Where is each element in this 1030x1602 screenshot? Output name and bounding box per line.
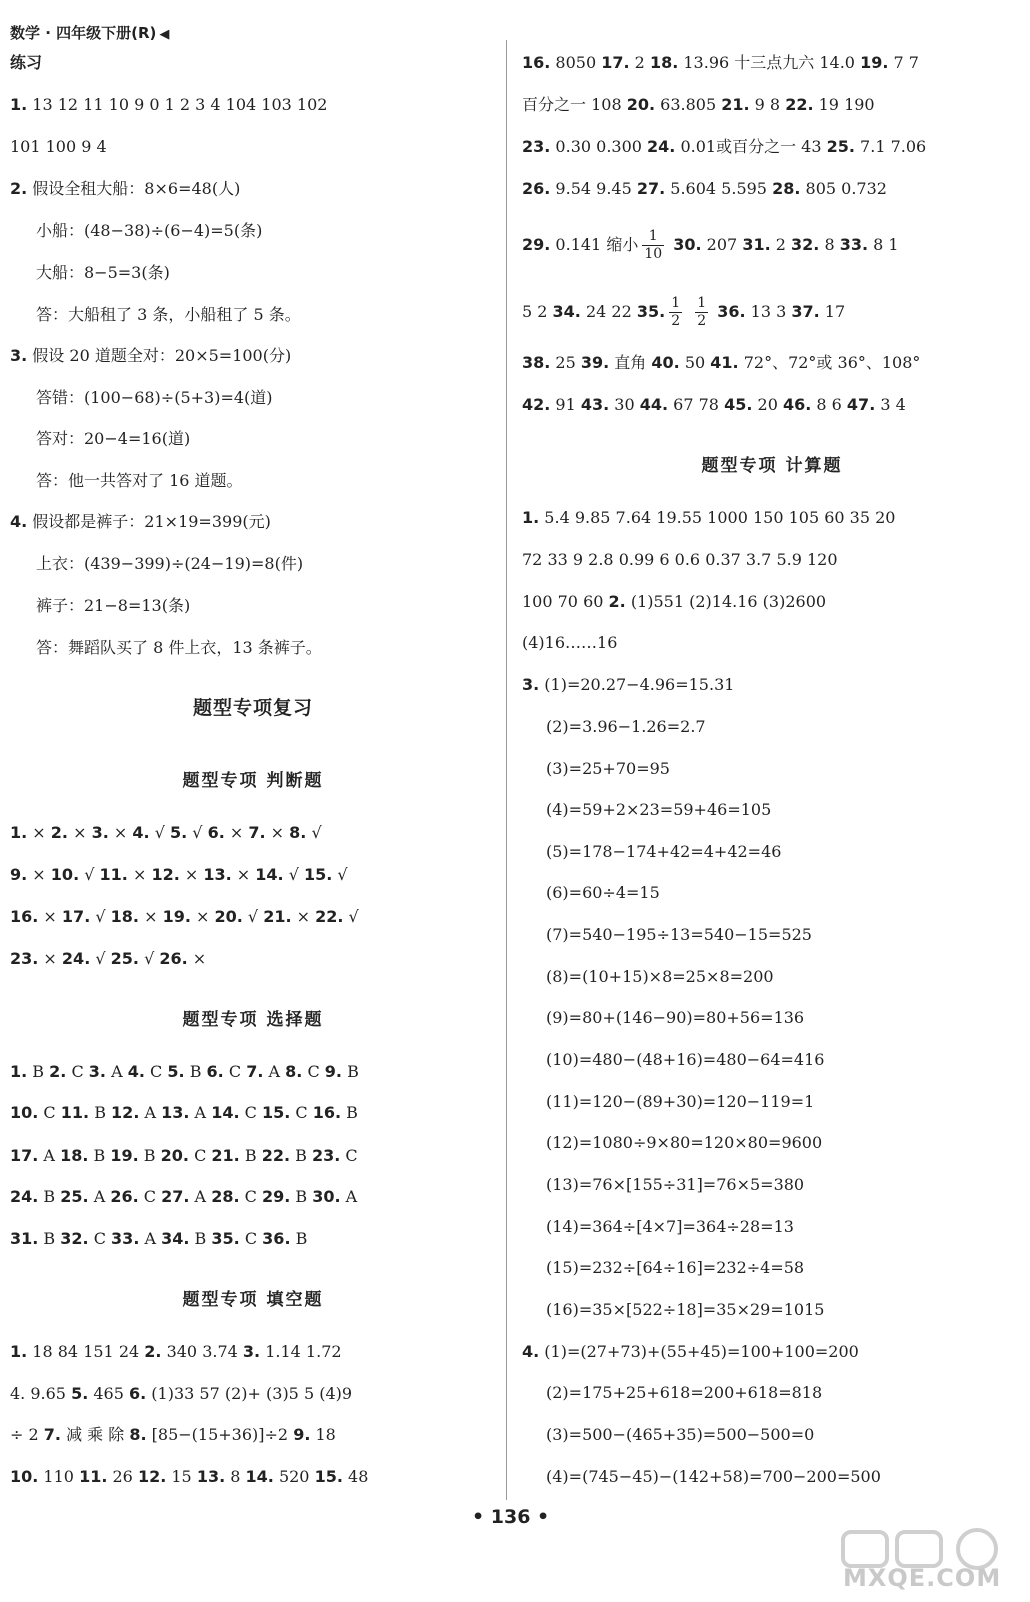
practice-line [10, 94, 327, 116]
fill-answer-line: 5 2 34. 24 22 35. $\frac{1}{2}$ $\frac{1}{2}$ 36. 13 3 37. 17 [522, 295, 846, 329]
choice-heading: 题型专项 选择题 [182, 1010, 324, 1030]
calc-step-line: (15)=232÷[64÷16]=232÷4=58 [546, 1258, 805, 1277]
calc-answer-line: 100 70 60 2. (1)551 (2)14.16 (3)2600 [522, 592, 827, 611]
calc-step-line: (12)=1080÷9×80=120×80=9600 [546, 1133, 823, 1152]
practice-line [36, 595, 190, 617]
calc-step-line: (13)=76×[155÷31]=76×5=380 [546, 1175, 805, 1194]
fill-answer-line: 29. 0.141 缩小 $\frac{1}{10}$ 30. 207 31. 2 32. 8 33. 8 1 [522, 228, 899, 262]
judge-answer-line: 9. × 10. √ 11. × 12. × 13. × 14. √ 15. √ [10, 865, 348, 884]
watermark-text: MXQE.COM [843, 1564, 1002, 1592]
question-number: 3. [10, 346, 28, 365]
fill-answer-line: 23. 0.30 0.300 24. 0.01或百分之一 43 25. 7.1 7.06 [522, 137, 927, 156]
practice-line [36, 304, 301, 326]
answer-text: 101 100 9 4 [10, 137, 107, 156]
practice-line [10, 345, 291, 367]
practice-line [10, 511, 271, 533]
fill-answer-line: 百分之一 108 20. 63.805 21. 9 8 22. 19 190 [522, 95, 875, 114]
answer-text: 上衣：(439−399)÷(24−19)=8(件) [36, 554, 304, 573]
question-number: 4. [10, 512, 28, 531]
practice-line [36, 637, 322, 659]
judge-answer-line: 1. × 2. × 3. × 4. √ 5. √ 6. × 7. × 8. √ [10, 823, 322, 842]
answer-text: 假设都是裤子：21×19=399(元) [27, 512, 271, 531]
answer-text: 假设全租大船：8×6=48(人) [27, 179, 241, 198]
judge-answer-line: 23. × 24. √ 25. √ 26. × [10, 949, 207, 968]
fill-heading: 题型专项 填空题 [182, 1290, 324, 1310]
fill-answer-line: 38. 25 39. 直角 40. 50 41. 72°、72°或 36°、108° [522, 353, 921, 372]
calc-step-line: (9)=80+(146−90)=80+56=136 [546, 1008, 805, 1027]
question-number: 2. [10, 179, 28, 198]
calc-step-line: (8)=(10+15)×8=25×8=200 [546, 967, 774, 986]
fill-answer-line: 42. 91 43. 30 44. 67 78 45. 20 46. 8 6 47. 3 4 [522, 395, 906, 414]
choice-answer-line: 17. A 18. B 19. B 20. C 21. B 22. B 23. C [10, 1146, 358, 1165]
practice-line [36, 428, 190, 450]
question-number: 1. [10, 95, 28, 114]
calc-answer-line: 72 33 9 2.8 0.99 6 0.6 0.37 3.7 5.9 120 [522, 550, 838, 569]
calc-heading: 题型专项 计算题 [701, 456, 843, 476]
fill-answer-line: 26. 9.54 9.45 27. 5.604 5.595 28. 805 0.732 [522, 179, 887, 198]
calc-step-line: (2)=175+25+618=200+618=818 [546, 1383, 823, 1402]
fraction: $\frac{1}{2}$ [671, 295, 681, 329]
practice-line [36, 470, 243, 492]
fill-answer-line: 1. 18 84 151 24 2. 340 3.74 3. 1.14 1.72 [10, 1342, 342, 1361]
fill-answer-line: 10. 110 11. 26 12. 15 13. 8 14. 520 15. 48 [10, 1467, 369, 1486]
practice-line [10, 178, 240, 200]
calc-step-line: (4)=59+2×23=59+46=105 [546, 800, 772, 819]
header-title: 数学 · 四年级下册(R) [10, 24, 157, 42]
calc-step-line: (5)=178−174+42=4+42=46 [546, 842, 782, 861]
calc-answer-line: 1. 5.4 9.85 7.64 19.55 1000 150 105 60 35 20 [522, 508, 896, 527]
calc-step-line: (11)=120−(89+30)=120−119=1 [546, 1092, 815, 1111]
calc-step-line: (14)=364÷[4×7]=364÷28=13 [546, 1217, 794, 1236]
practice-line [36, 387, 273, 409]
choice-answer-line: 31. B 32. C 33. A 34. B 35. C 36. B [10, 1229, 308, 1248]
fraction: $\frac{1}{10}$ [644, 228, 663, 262]
choice-answer-line: 24. B 25. A 26. C 27. A 28. C 29. B 30. A [10, 1187, 358, 1206]
calc-answer-line: (4)16……16 [522, 633, 618, 652]
fraction: $\frac{1}{2}$ [697, 295, 707, 329]
calc-step-line: (3)=500−(465+35)=500−500=0 [546, 1425, 815, 1444]
calc-step-line: (4)=(745−45)−(142+58)=700−200=500 [546, 1467, 881, 1486]
practice-line [36, 220, 262, 242]
fill-answer-line: 4. 9.65 5. 465 6. (1)33 57 (2)+ (3)5 5 (4)9 [10, 1384, 353, 1403]
review-heading: 题型专项复习 [192, 697, 313, 719]
page-number: • 136 • [472, 1506, 550, 1528]
section-title-practice: 练习 [10, 53, 43, 72]
judge-answer-line: 16. × 17. √ 18. × 19. × 20. √ 21. × 22. √ [10, 907, 359, 926]
answer-text: 13 12 11 10 9 0 1 2 3 4 104 103 102 [27, 95, 328, 114]
answer-text: 裤子：21−8=13(条) [36, 596, 191, 615]
answer-text: 答：大船租了 3 条，小船租了 5 条。 [36, 305, 301, 324]
answer-text: 答错：(100−68)÷(5+3)=4(道) [36, 388, 273, 407]
watermark-logo [835, 1528, 1025, 1598]
choice-answer-line: 10. C 11. B 12. A 13. A 14. C 15. C 16. B [10, 1103, 358, 1122]
answer-text: 答：他一共答对了 16 道题。 [36, 471, 243, 490]
calc-step-line: (10)=480−(48+16)=480−64=416 [546, 1050, 825, 1069]
answer-text: 假设 20 道题全对：20×5=100(分) [27, 346, 292, 365]
answer-text: 答对：20−4=16(道) [36, 429, 191, 448]
calc-step-line: 3. (1)=20.27−4.96=15.31 [522, 675, 735, 694]
practice-line [10, 136, 107, 158]
calc-step-line: 4. (1)=(27+73)+(55+45)=100+100=200 [522, 1342, 859, 1361]
fill-answer-line: ÷ 2 7. 减 乘 除 8. [85−(15+36)]÷2 9. 18 [10, 1425, 336, 1444]
column-divider [506, 40, 507, 1500]
calc-step-line: (6)=60÷4=15 [546, 883, 660, 902]
page-header [10, 22, 169, 43]
practice-line [36, 262, 170, 284]
triangle-marker-icon: ◀ [159, 27, 170, 42]
calc-step-line: (16)=35×[522÷18]=35×29=1015 [546, 1300, 825, 1319]
judge-heading: 题型专项 判断题 [182, 771, 324, 791]
answer-text: 答：舞蹈队买了 8 件上衣，13 条裤子。 [36, 638, 322, 657]
answer-text: 小船：(48−38)÷(6−4)=5(条) [36, 221, 263, 240]
answer-text: 大船：8−5=3(条) [36, 263, 170, 282]
calc-step-line: (3)=25+70=95 [546, 759, 670, 778]
fill-answer-line: 16. 8050 17. 2 18. 13.96 十三点九六 14.0 19. 7 7 [522, 53, 919, 72]
calc-step-line: (7)=540−195÷13=540−15=525 [546, 925, 812, 944]
calc-step-line: (2)=3.96−1.26=2.7 [546, 717, 706, 736]
practice-line [36, 553, 303, 575]
choice-answer-line: 1. B 2. C 3. A 4. C 5. B 6. C 7. A 8. C 9. B [10, 1062, 359, 1081]
